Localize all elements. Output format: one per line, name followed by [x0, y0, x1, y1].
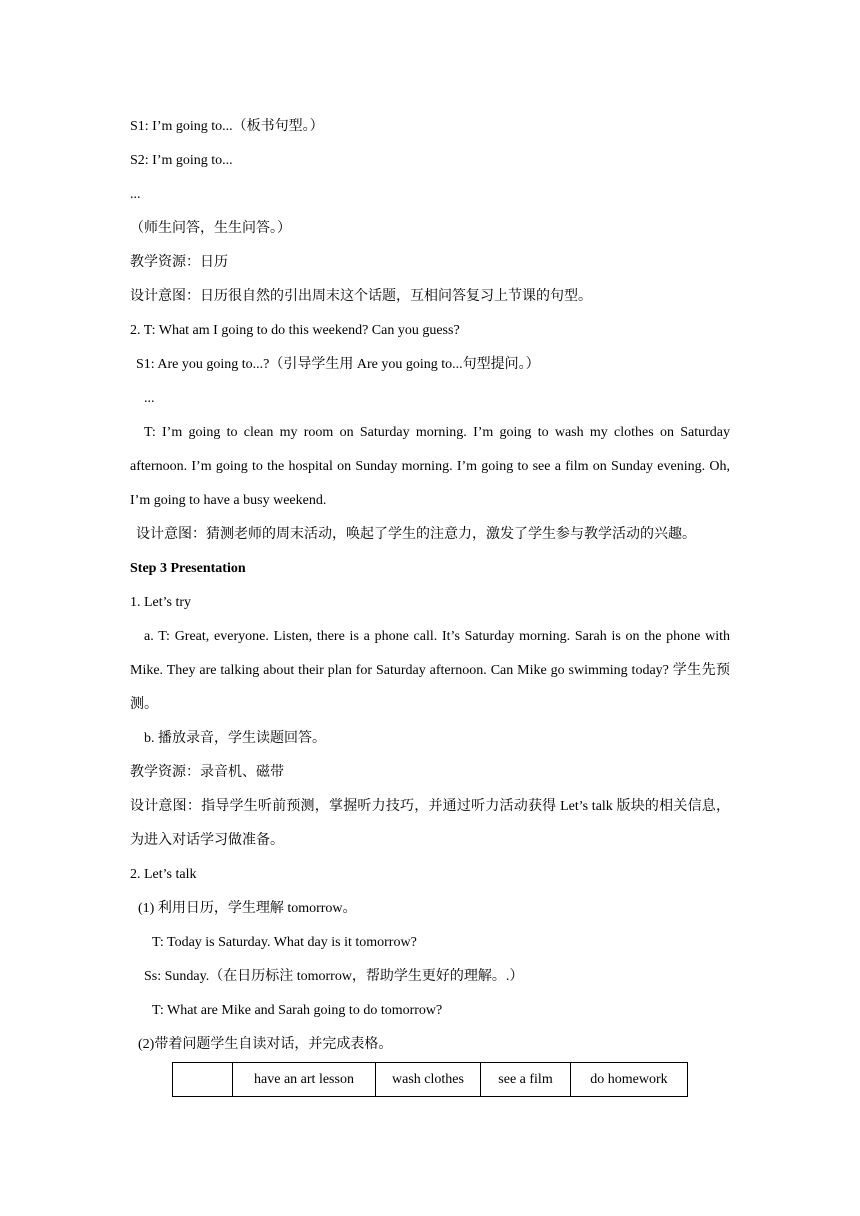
text-line: S1: I’m going to...（板书句型。） — [130, 119, 324, 134]
paragraph: 设计意图：指导学生听前预测，掌握听力技巧，并通过听力活动获得 Let’s talk 版块的相关信息，为进入对话学习做准备。 — [130, 799, 730, 848]
text-line: 2. Let’s talk — [130, 867, 197, 882]
text-line: ... — [130, 187, 141, 202]
text-line: (2)带着问题学生自读对话，并完成表格。 — [138, 1037, 393, 1052]
text-line: T: Today is Saturday. What day is it tomorrow? — [152, 935, 417, 950]
table-row — [173, 1063, 688, 1097]
text-line: b. 播放录音，学生读题回答。 — [144, 731, 326, 746]
text-line: S1: Are you going to...?（引导学生用 Are you going to...句型提问。） — [136, 357, 540, 372]
table-cell: wash clothes — [376, 1063, 481, 1097]
text-line: （师生问答，生生问答。） — [130, 221, 291, 236]
paragraph: a. T: Great, everyone. Listen, there is a phone call. It’s Saturday morning. Sarah is on the phone with Mike. They are talking about their plan for Saturday afternoon. Can Mike go swimming today? 学生先预测。 — [130, 629, 730, 712]
text-line: (1) 利用日历，学生理解 tomorrow。 — [138, 901, 357, 916]
table-cell — [173, 1063, 233, 1097]
section-heading: Step 3 Presentation — [130, 561, 246, 576]
text-line: S2: I’m going to... — [130, 153, 233, 168]
table-cell: have an art lesson — [233, 1063, 376, 1097]
document-body — [130, 110, 730, 1062]
text-line: T: What are Mike and Sarah going to do tomorrow? — [152, 1003, 443, 1018]
activity-table — [172, 1062, 688, 1097]
text-line: 教学资源：日历 — [130, 255, 228, 270]
text-line: Ss: Sunday.（在日历标注 tomorrow，帮助学生更好的理解。.） — [144, 969, 524, 984]
table-cell: see a film — [481, 1063, 571, 1097]
text-line: 1. Let’s try — [130, 595, 192, 610]
text-line: 教学资源：录音机、磁带 — [130, 765, 284, 780]
paragraph: T: I’m going to clean my room on Saturday morning. I’m going to wash my clothes on Saturday afternoon. I’m going to the hospital on Sunday morning. I’m going to see a film on Sunday evening. Oh, I’m going to have a busy weekend. — [130, 425, 730, 508]
text-line: 设计意图：日历很自然的引出周末这个话题，互相问答复习上节课的句型。 — [130, 289, 592, 304]
text-line: ... — [144, 391, 155, 406]
text-line: 2. T: What am I going to do this weekend? Can you guess? — [130, 323, 460, 338]
text-line: 设计意图：猜测老师的周末活动，唤起了学生的注意力，激发了学生参与教学活动的兴趣。 — [136, 527, 696, 542]
table-cell: do homework — [571, 1063, 688, 1097]
